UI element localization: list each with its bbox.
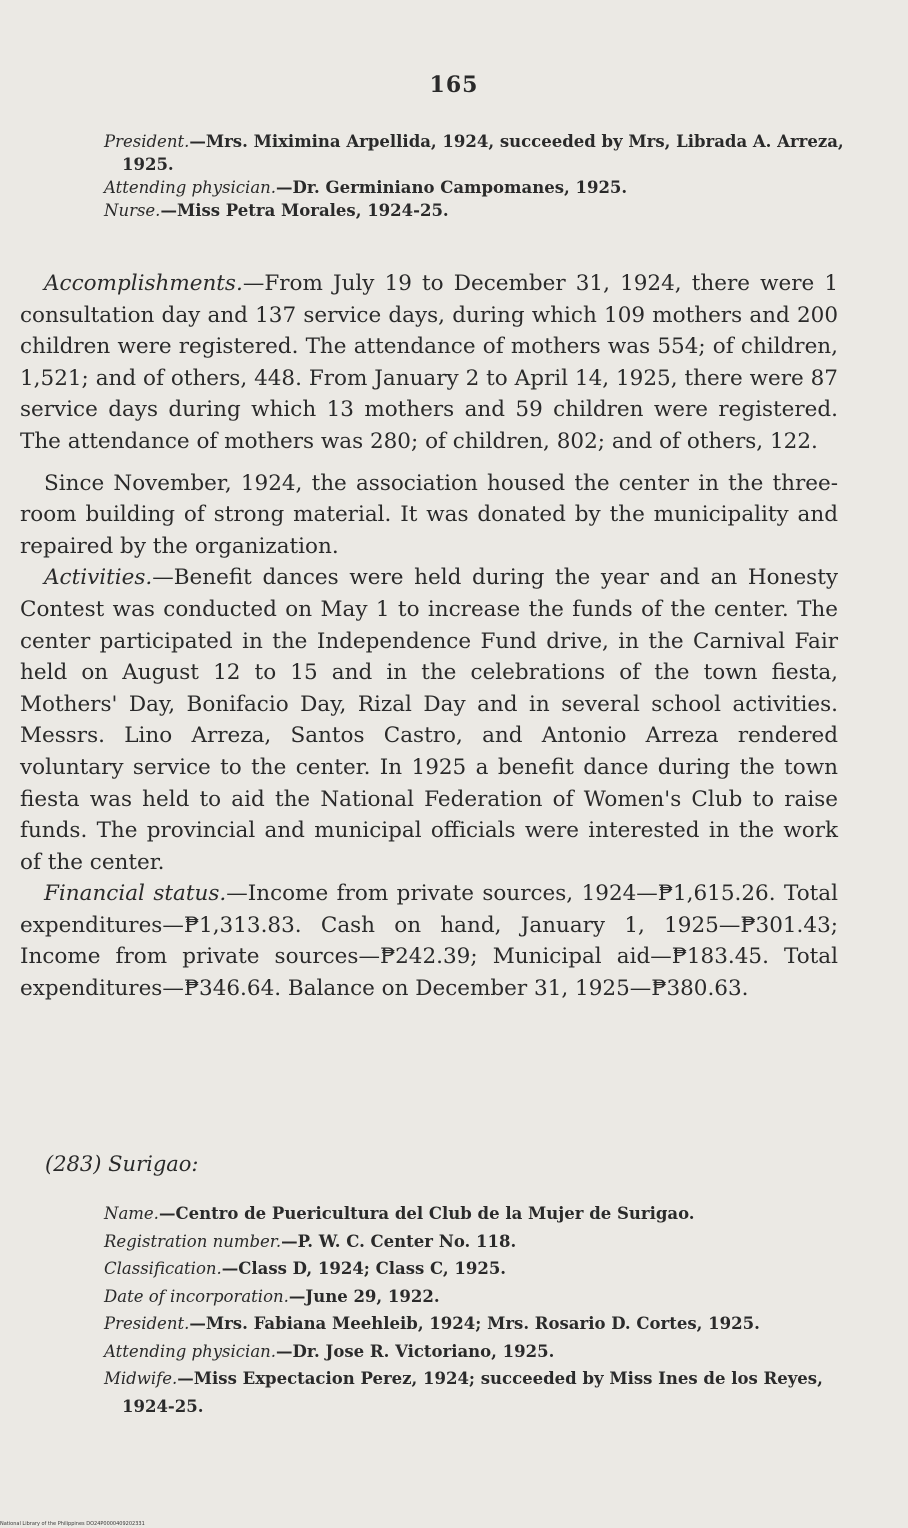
entry-label: Attending physician. [104, 178, 277, 197]
page-number: 165 [429, 72, 479, 98]
entry-text: —Miss Expectacion Perez, 1924; succeeded by Miss Ines de los Reyes, 1924-25. [122, 1369, 823, 1416]
entry-label: President. [104, 1314, 190, 1333]
officers-list-bottom [104, 1200, 834, 1420]
entry-label: Registration number. [104, 1231, 282, 1251]
entry-attending-physician [104, 1338, 834, 1366]
entry-text: —Class D, 1924; Class C, 1925. [221, 1259, 507, 1278]
paragraph-text: —Benefit dances were held during the year and an Honesty Contest was conducted on May 1 to increase the funds of the center. The center participated in the Independence Fund drive, in the Carnival Fair held on August 12 to 15 and in the celebrations of the town fiesta, Mothers' Day, Bonifacio Day, Rizal Day and in several school activities. Messrs. Lino Arreza, Santos Castro, and Antonio Arreza rendered voluntary service to the center. In 1925 a benefit dance during the town fiesta was held to aid the National Federation of Women's Club to raise funds. The provincial and municipal officials were interested in the work of the center. [20, 565, 838, 875]
entry-text: —Miss Petra Morales, 1924-25. [160, 201, 449, 220]
entry-text: —Dr. Jose R. Victoriano, 1925. [276, 1341, 555, 1361]
paragraph-text: —Income from private sources, 1924—₱1,615.26. Total expenditures—₱1,313.83. Cash on hand, January 1, 1925—₱301.43; Income from private sources—₱242.39; Municipal aid—₱183.45. Total expenditures—₱346.64. Balance on December 31, 1925—₱380.63. [20, 881, 838, 1002]
paragraph-text: —From July 19 to December 31, 1924, there were 1 consultation day and 137 service days, during which 109 mothers and 200 children were registered. The attendance of mothers was 554; of children, 1,521; and of others, 448. From January 2 to April 14, 1925, there were 87 service days during which 13 mothers and 59 children were registered. The attendance of mothers was 280; of children, 802; and of others, 122. [20, 271, 838, 454]
body-text [20, 268, 838, 1005]
entry-label: Classification. [104, 1259, 222, 1278]
entry-label: President. [104, 132, 190, 151]
paragraph-label: Accomplishments. [44, 271, 243, 296]
paragraph-text: Since November, 1924, the association housed the center in the three-room building of strong material. It was donated by the municipality and repaired by the organization. [20, 470, 838, 559]
entry-label: Attending physician. [104, 1341, 277, 1361]
officers-list-top [104, 130, 854, 222]
paragraph-financial-status [20, 878, 838, 1004]
entry-registration-number [104, 1228, 834, 1256]
entry-name [104, 1200, 834, 1228]
entry-text: —P. W. C. Center No. 118. [281, 1231, 517, 1251]
entry-nurse [104, 199, 854, 222]
section-number: (283) [45, 1152, 102, 1176]
paragraph-accomplishments [20, 268, 838, 458]
entry-president [104, 1310, 834, 1338]
scan-footer: National Library of the Philippines DO24P0000409202331 [0, 1521, 145, 1527]
entry-president [104, 130, 854, 176]
entry-text: —June 29, 1922. [288, 1286, 440, 1306]
entry-label: Midwife. [104, 1369, 178, 1388]
entry-classification [104, 1255, 834, 1283]
section-title: Surigao: [108, 1152, 199, 1176]
entry-text: —Dr. Germiniano Campomanes, 1925. [276, 178, 628, 197]
paragraph-housing [20, 468, 838, 563]
paragraph-label: Financial status. [44, 881, 227, 907]
entry-text: —Mrs. Fabiana Meehleib, 1924; Mrs. Rosario D. Cortes, 1925. [189, 1314, 760, 1333]
entry-attending-physician [104, 176, 854, 199]
entry-text: —Mrs. Miximina Arpellida, 1924, succeeded by Mrs, Librada A. Arreza, 1925. [122, 132, 844, 174]
entry-label: Nurse. [104, 201, 161, 220]
entry-midwife [104, 1365, 834, 1420]
section-heading [45, 1152, 199, 1176]
paragraph-activities [20, 562, 838, 878]
entry-date-of-incorporation [104, 1283, 834, 1311]
paragraph-label: Activities. [44, 565, 153, 591]
entry-text: —Centro de Puericultura del Club de la Mujer de Surigao. [158, 1204, 695, 1223]
entry-label: Date of incorporation. [104, 1286, 289, 1306]
entry-label: Name. [104, 1204, 159, 1223]
